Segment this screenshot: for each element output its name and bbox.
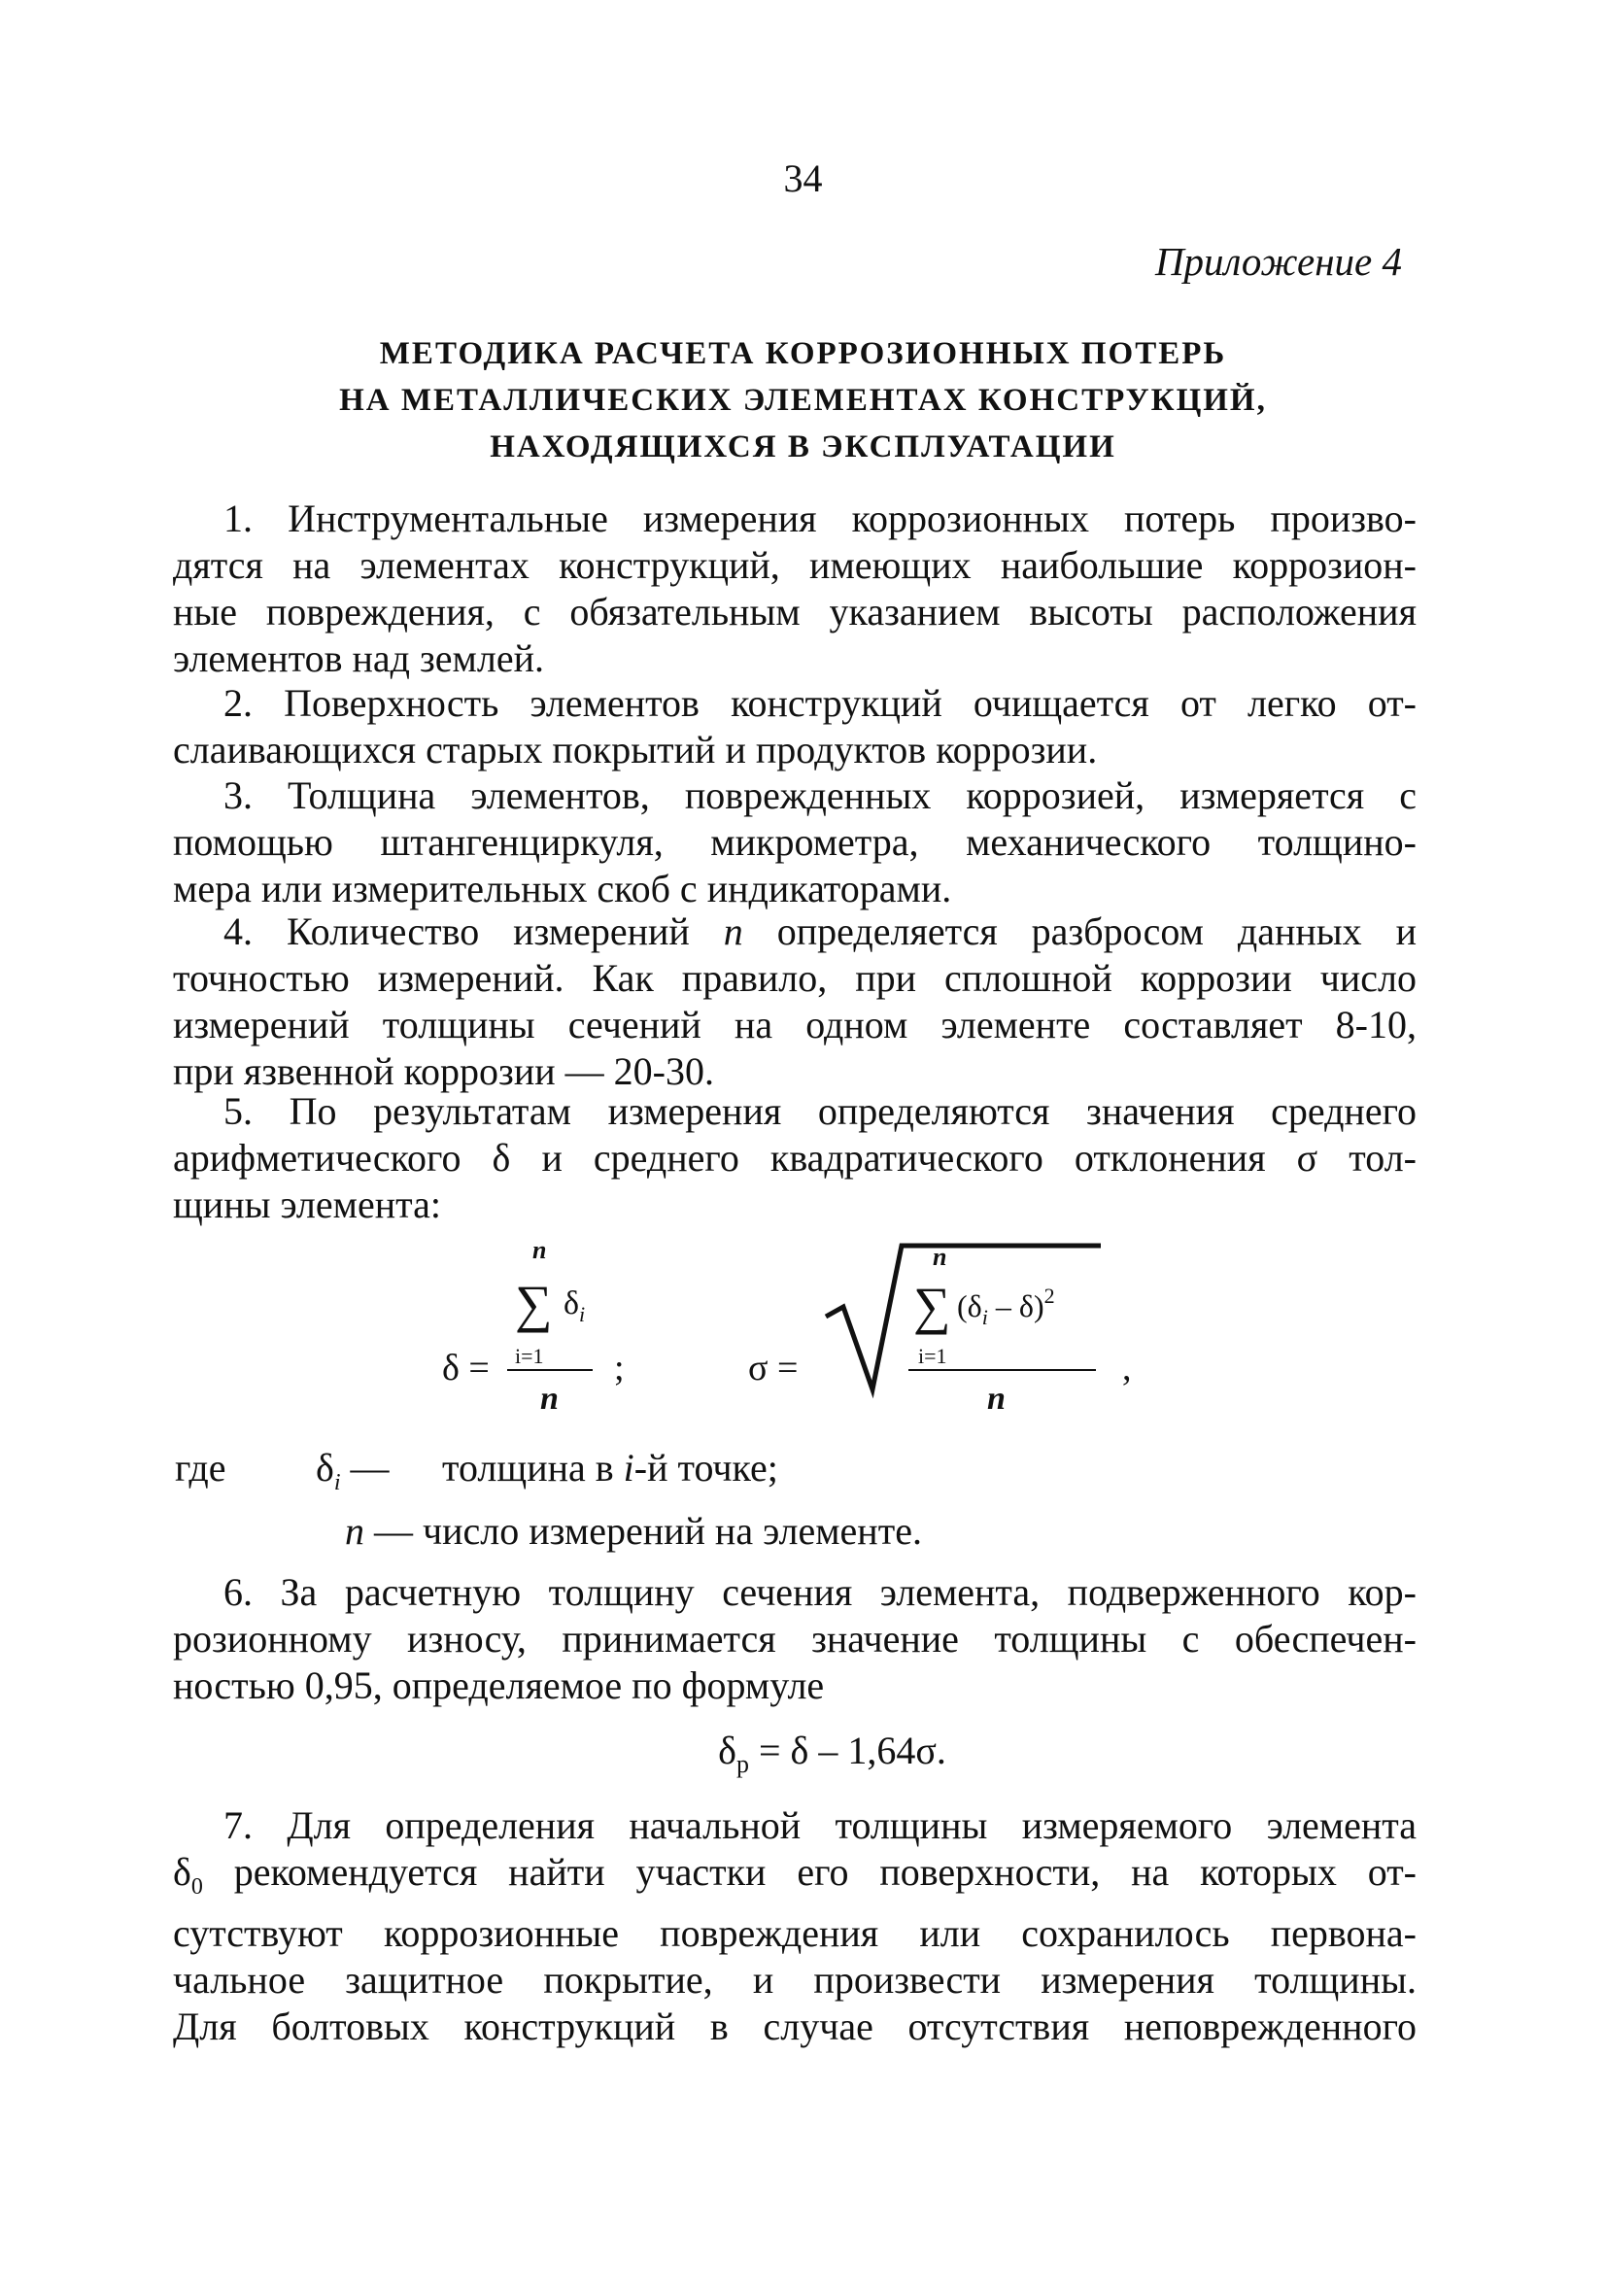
p1-line-3: ные повреждения, с обязательным указанием высоты расположения (173, 590, 1417, 634)
sigma-sum-sign: ∑ (913, 1277, 951, 1335)
p1-line-4: элементов над землей. (173, 636, 544, 680)
appendix-label: Приложение 4 (1154, 239, 1402, 284)
mean-delta-i: $\delta_i$ (564, 1285, 586, 1326)
p4-n-symbol: n (723, 909, 743, 953)
p5-line-2: арифметического δ и среднего квадратического отклонения σ тол- (173, 1136, 1417, 1180)
title-line-1: МЕТОДИКА РАСЧЕТА КОРРОЗИОННЫХ ПОТЕРЬ (379, 336, 1227, 371)
p2-line-1: 2. Поверхность элементов конструкций очищается от легко от- (223, 681, 1417, 725)
mean-lower-limit: i=1 (515, 1344, 544, 1368)
section-title (175, 330, 1431, 470)
mean-upper-n: n (532, 1236, 547, 1264)
sigma-comma: , (1122, 1348, 1132, 1388)
p7-line-2: рекомендуется найти участки его поверхности, на которых от- (202, 1850, 1417, 1894)
p3-line-3: мера или измерительных скоб с индикаторами. (173, 867, 952, 910)
p4-line-3: измерений толщины сечений на одном элементе составляет 8-10, (173, 1003, 1417, 1046)
mean-denominator-n: n (540, 1381, 559, 1417)
page-number: 34 (783, 156, 823, 200)
sigma-lower-limit: i=1 (918, 1344, 947, 1368)
sigma-deviation-term: $(\delta_i - \delta)^2$ (957, 1284, 1055, 1329)
where-desc-1: толщина в i-й точке; (442, 1446, 778, 1490)
paragraph-2 (173, 680, 1417, 773)
p4-line-4: при язвенной коррозии — 20-30. (173, 1049, 714, 1093)
p6-line-1: 6. За расчетную толщину сечения элемента, подверженного кор- (223, 1570, 1417, 1614)
p4-line-1b: определяется разбросом данных и (742, 909, 1417, 953)
p5-line-1: 5. По результатам измерения определяются значения среднего (223, 1089, 1417, 1133)
p3-line-2: помощью штангенциркуля, микрометра, механического толщино- (173, 820, 1417, 864)
p2-line-2: слаивающихся старых покрытий и продуктов коррозии. (173, 728, 1098, 771)
p6-line-3: ностью 0,95, определяемое по формуле (173, 1663, 825, 1707)
where-word: где (175, 1446, 226, 1490)
p7-line-4: чальное защитное покрытие, и произвести измерения толщины. (173, 1958, 1417, 2002)
paragraph-7: 7. Для определения начальной толщины измеряемого элемента $\delta_0$ рекомендуется найти участки его поверхности, на которых от- сутствуют коррозионные повреждения или сохранилось первона- чальное защитное покрытие, и произвести измерения толщины. Для болтовых конструкций в случае отсутствия неповрежденного (173, 1803, 1417, 2048)
p7-line-3: сутствуют коррозионные повреждения или сохранилось первона- (173, 1911, 1417, 1955)
mean-semicolon: ; (614, 1348, 625, 1388)
paragraph-5 (173, 1088, 1417, 1228)
sigma-upper-n: n (933, 1243, 947, 1271)
paragraph-4 (173, 908, 1417, 1095)
title-line-2: НА МЕТАЛЛИЧЕСКИХ ЭЛЕМЕНТАХ КОНСТРУКЦИЙ, (339, 383, 1267, 418)
paragraph-3 (173, 772, 1417, 912)
p7-delta0: δ (173, 1850, 191, 1894)
p3-line-1: 3. Толщина элементов, поврежденных коррозией, измеряется с (223, 773, 1417, 817)
mean-delta-equals: δ = (442, 1348, 490, 1388)
mean-sum-sign: ∑ (515, 1275, 553, 1333)
design-thickness-formula: $\delta_р = \delta - 1,64\sigma$. (718, 1729, 946, 1778)
p4-line-2: точностью измерений. Как правило, при сплошной коррозии число (173, 956, 1417, 1000)
where-delta-i: $\delta_i$ — (316, 1446, 390, 1495)
sigma-equals: σ = (748, 1348, 799, 1388)
p7-line-1: 7. Для определения начальной толщины измеряемого элемента (223, 1803, 1417, 1847)
p4-line-1a: 4. Количество измерений (223, 909, 724, 953)
p1-line-1: 1. Инструментальные измерения коррозионных потерь произво- (223, 497, 1417, 540)
p1-line-2: дятся на элементах конструкций, имеющих наибольшие коррозион- (173, 543, 1417, 587)
sigma-denominator-n: n (987, 1381, 1006, 1417)
paragraph-6 (173, 1569, 1417, 1709)
paragraph-1 (173, 496, 1417, 682)
title-line-3: НАХОДЯЩИХСЯ В ЭКСПЛУАТАЦИИ (490, 429, 1116, 464)
p6-line-2: розионному износу, принимается значение толщины с обеспечен- (173, 1617, 1417, 1661)
formula-block (0, 1224, 1606, 1419)
where-n-line: n — число измерений на элементе. (345, 1509, 922, 1553)
p5-line-3: щины элемента: (173, 1182, 441, 1226)
p7-line-5: Для болтовых конструкций в случае отсутствия неповрежденного (173, 2005, 1417, 2048)
